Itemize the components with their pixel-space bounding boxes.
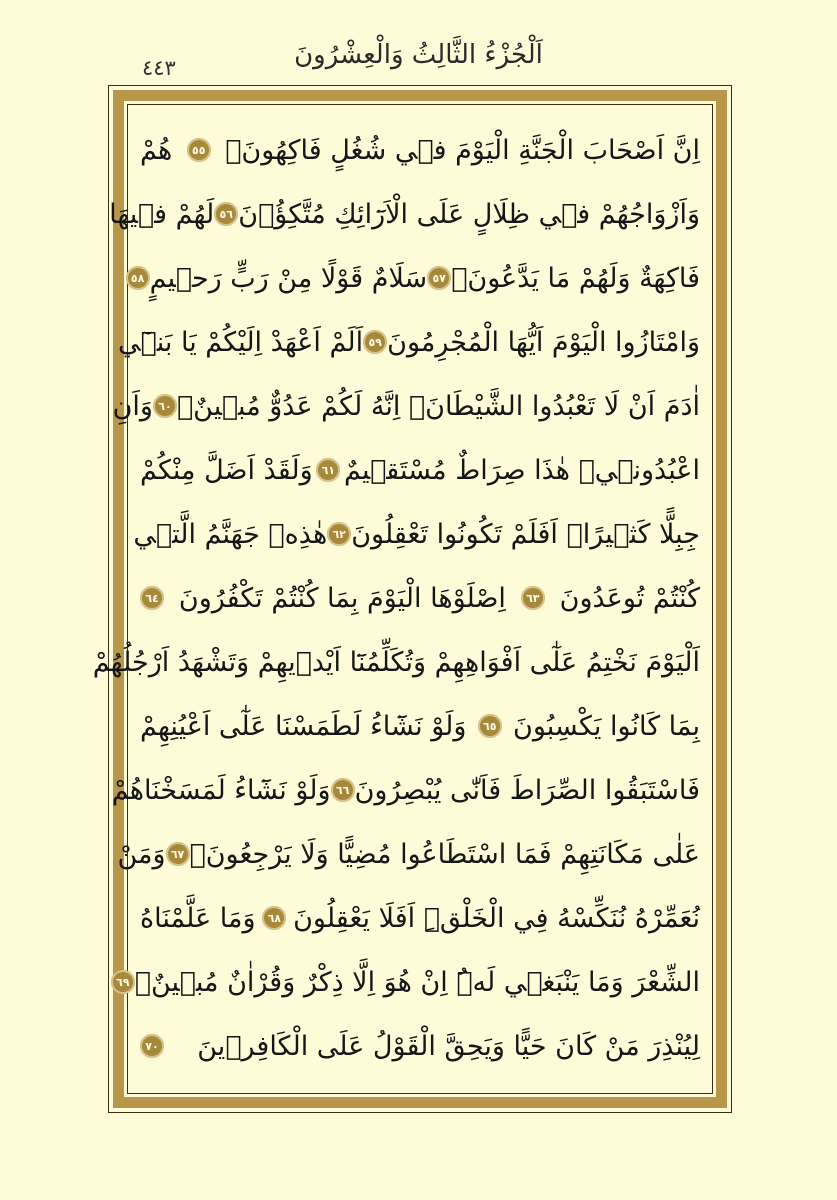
text-line <box>116 950 700 1014</box>
text-line <box>118 310 700 374</box>
verse-text: فَاسْتَبَقُوا الصِّرَاطَ فَاَنّٰى يُبْصِرُونَ <box>354 774 700 806</box>
ayah-number-marker: ٦٩ <box>111 970 135 994</box>
verse-text: كُنْتُمْ تُوعَدُونَ <box>559 582 700 614</box>
verse-text: اٰدَمَ اَنْ لَا تَعْبُدُوا الشَّيْطَانَۚ اِنَّهُ لَكُمْ عَدُوٌّ مُبٖينٌۙ <box>176 390 700 422</box>
text-line <box>112 374 700 438</box>
ayah-number-marker: ٦٥ <box>478 714 502 738</box>
text-line <box>109 182 700 246</box>
verse-text: وَمَنْ <box>117 838 166 870</box>
verse-text: سَلَامٌ قَوْلًا مِنْ رَبٍّ رَحٖيمٍ <box>149 262 428 294</box>
text-line <box>130 246 700 310</box>
verse-text: اَلْيَوْمَ نَخْتِمُ عَلٰٓى اَفْوَاهِهِمْ وَتُكَلِّمُنَٓا اَيْدٖيهِمْ وَتَشْهَدُ اَرْجُلُهُمْ <box>92 646 700 678</box>
verse-text: عَلٰى مَكَانَتِهِمْ فَمَا اسْتَطَاعُوا مُضِيًّا وَلَا يَرْجِعُونَۚ <box>189 838 700 870</box>
ayah-number-marker: ٦٨ <box>262 906 286 930</box>
verse-text: لِيُنْذِرَ مَنْ كَانَ حَيًّا وَيَحِقَّ الْقَوْلُ عَلَى الْكَافِرٖينَ <box>197 1030 700 1062</box>
verse-text: وَلَوْ نَشَٓاءُ لَطَمَسْنَا عَلٰٓى اَعْيُنِهِمْ <box>140 710 467 742</box>
text-line <box>92 630 700 694</box>
verse-text: وَامْتَازُوا الْيَوْمَ اَيُّهَا الْمُجْرِمُونَ <box>387 326 700 358</box>
ayah-number-marker: ٥٧ <box>427 266 451 290</box>
ayah-number-marker: ٦٣ <box>521 586 545 610</box>
text-line <box>140 886 700 950</box>
ayah-number-marker: ٥٨ <box>126 266 150 290</box>
verse-text: اَلَمْ اَعْهَدْ اِلَيْكُمْ يَا بَنٖٓي <box>118 326 364 358</box>
text-line <box>111 758 700 822</box>
ayah-number-marker: ٦٠ <box>153 394 177 418</box>
ayah-number-marker: ٧٠ <box>140 1034 164 1058</box>
text-line <box>133 502 700 566</box>
verse-text: هٰذِهٖ جَهَنَّمُ الَّتٖي <box>133 518 328 550</box>
text-line <box>117 822 700 886</box>
text-line <box>140 566 700 630</box>
verse-text: اِصْلَوْهَا الْيَوْمَ بِمَا كُنْتُمْ تَكْفُرُونَ <box>178 582 506 614</box>
page-number: ٤٤٣ <box>142 56 176 80</box>
text-line <box>140 694 700 758</box>
ayah-number-marker: ٦٦ <box>331 778 355 802</box>
verse-text: نُعَمِّرْهُ نُنَكِّسْهُ فِي الْخَلْقِۜ اَفَلَا يَعْقِلُونَ <box>293 902 700 934</box>
verse-text: وَمَا عَلَّمْنَاهُ <box>140 902 256 934</box>
ayah-number-marker: ٦١ <box>316 458 340 482</box>
quran-text-area <box>92 118 700 1078</box>
text-line <box>140 1014 700 1078</box>
juz-header: اَلْجُزْءُ الثَّالِثُ وَالْعِشْرُونَ <box>294 40 543 70</box>
ayah-number-marker: ٥٩ <box>363 330 387 354</box>
ayah-number-marker: ٦٧ <box>166 842 190 866</box>
verse-text: هُمْ <box>140 134 173 166</box>
verse-text: فَاكِهَةٌ وَلَهُمْ مَا يَدَّعُونَۚ <box>451 262 700 294</box>
verse-text: بِمَا كَانُوا يَكْسِبُونَ <box>513 710 700 742</box>
ayah-number-marker: ٥٦ <box>214 202 238 226</box>
verse-text: الشِّعْرَ وَمَا يَنْبَغٖي لَهُۜ اِنْ هُوَ اِلَّا ذِكْرٌ وَقُرْاٰنٌ مُبٖينٌۙ <box>134 966 700 998</box>
verse-text: وَلَوْ نَشَٓاءُ لَمَسَخْنَاهُمْ <box>111 774 331 806</box>
verse-text: اعْبُدُونٖيۜ هٰذَا صِرَاطٌ مُسْتَقٖيمٌ <box>343 454 700 486</box>
verse-text: لَهُمْ فٖيهَا <box>109 198 215 230</box>
verse-text: جِبِلًّا كَثٖيرًاۜ اَفَلَمْ تَكُونُوا تَعْقِلُونَ <box>351 518 700 550</box>
ayah-number-marker: ٦٤ <box>140 586 164 610</box>
verse-text: وَاَنِ <box>112 390 153 422</box>
text-line <box>140 438 700 502</box>
verse-text: اِنَّ اَصْحَابَ الْجَنَّةِ الْيَوْمَ فٖي شُغُلٍ فَاكِهُونَۚ <box>225 134 700 166</box>
ayah-number-marker: ٦٢ <box>327 522 351 546</box>
text-line <box>140 118 700 182</box>
ayah-number-marker: ٥٥ <box>187 138 211 162</box>
verse-text: وَاَزْوَاجُهُمْ فٖي ظِلَالٍ عَلَى الْاَرَٓائِكِ مُتَّكِؤُ۫نَ <box>238 198 700 230</box>
verse-text: وَلَقَدْ اَضَلَّ مِنْكُمْ <box>140 454 313 486</box>
